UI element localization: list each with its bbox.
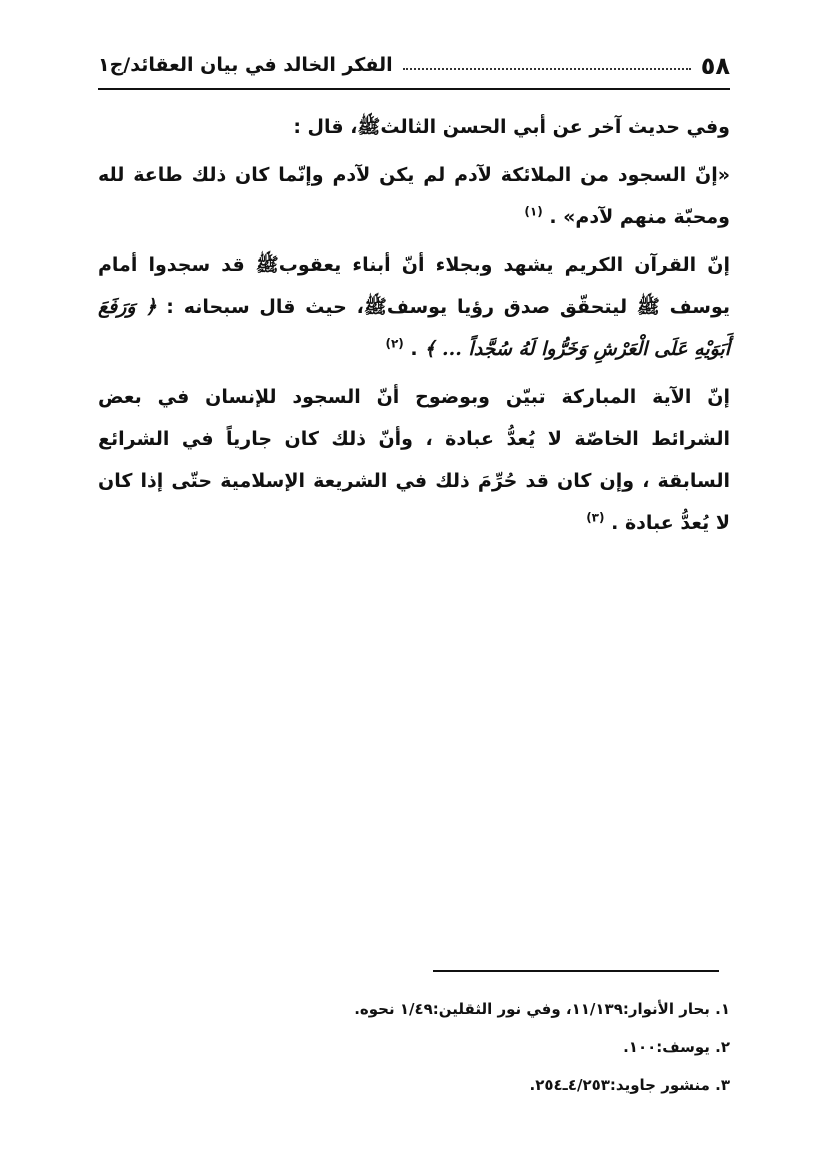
paragraph-text-end: . — [410, 338, 418, 360]
footnotes — [98, 990, 730, 1104]
paragraph-text: وفي حديث آخر عن أبي الحسن الثالثﷺ، قال : — [293, 116, 730, 138]
footnote-separator — [433, 970, 719, 972]
footnote-3: ٣. منشور جاويد:٤/٢٥٣ـ٢٥٤. — [529, 1076, 730, 1094]
running-header — [98, 42, 730, 82]
footnote-1: ١. بحار الأنوار:١١/١٣٩، وفي نور الثقلين:١/٤٩ نحوه. — [354, 1000, 730, 1018]
paragraph-conclusion — [98, 376, 730, 544]
footnote-2: ٢. يوسف:١٠٠. — [623, 1038, 730, 1056]
footnote-reference-3: (٣) — [586, 510, 605, 525]
header-dot-leader — [403, 68, 691, 70]
paragraph-text: إنّ الآية المباركة تبيّن وبوضوح أنّ السجود للإنسان في بعض الشرائط الخاصّة لا يُعدُّ عبادة ، وأنّ ذلك كان جارياً في الشرائع السابقة ، وإن كان قد حُرِّمَ ذلك في الشريعة الإسلامية حتّى إذا كان لا يُعدُّ عبادة . — [98, 386, 730, 534]
main-text — [98, 106, 730, 550]
paragraph-quran-evidence — [98, 244, 730, 370]
paragraph-hadith-quote — [98, 154, 730, 238]
quran-verse-quote: ﴿ وَرَفَعَ أَبَوَيْهِ عَلَى الْعَرْشِ وَخَرُّوا لَهُ سُجَّداً ... ﴾ — [98, 296, 730, 360]
paragraph-text: «إنّ السجود من الملائكة لآدم لم يكن لآدم وإنّما كان ذلك طاعة لله ومحبّة منهم لآدم» . — [98, 164, 730, 228]
paragraph-text: إنّ القرآن الكريم يشهد وبجلاء أنّ أبناء يعقوبﷺ قد سجدوا أمام يوسف ﷺ ليتحقّق صدق رؤيا يوسفﷺ، حيث قال سبحانه : — [98, 254, 730, 318]
footnote-reference-1: (١) — [524, 204, 543, 219]
running-header-title: الفكر الخالد في بيان العقائد/ج١ — [98, 54, 393, 76]
page-number: ٥٨ — [700, 52, 730, 80]
footnote-reference-2: (٢) — [385, 336, 404, 351]
paragraph-intro — [98, 106, 730, 148]
header-rule — [98, 88, 730, 90]
